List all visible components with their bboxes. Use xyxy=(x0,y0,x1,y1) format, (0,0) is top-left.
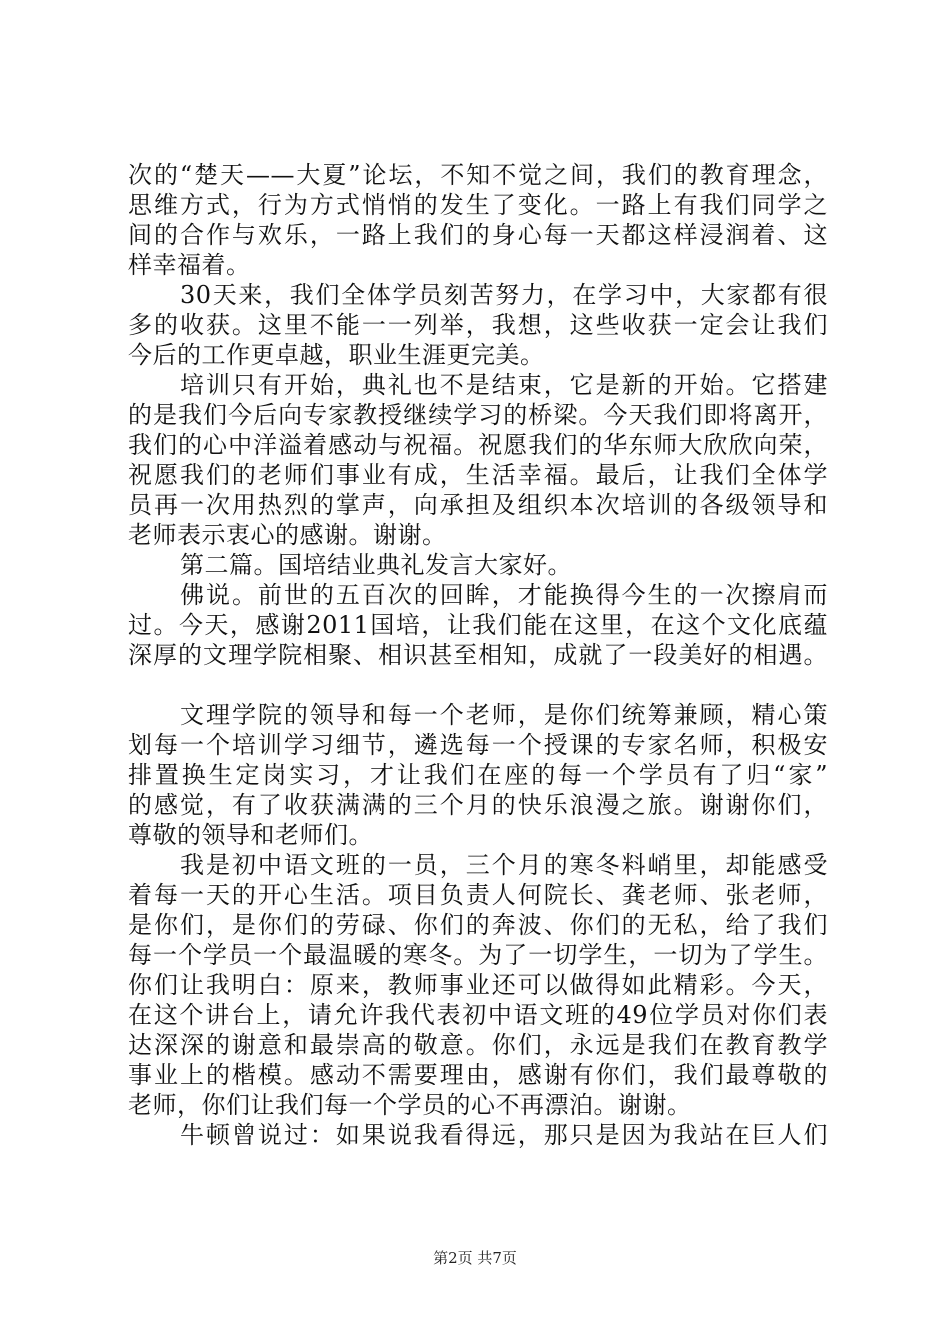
text-line: 次的“楚天——大夏”论坛，不知不觉之间，我们的教育理念， xyxy=(128,161,828,189)
paragraph-gap xyxy=(128,670,828,700)
text-line: 排置换生定岗实习，才让我们在座的每一个学员有了归“家” xyxy=(128,761,828,789)
page-number-footer: 第2页 共7页 xyxy=(433,1249,517,1267)
text-line: 牛顿曾说过：如果说我看得远，那只是因为我站在巨人们 xyxy=(180,1121,828,1149)
text-line: 老师，你们让我们每一个学员的心不再漂泊。谢谢。 xyxy=(128,1091,692,1119)
text-line: 深厚的文理学院相聚、相识甚至相知，成就了一段美好的相遇。 xyxy=(128,641,828,669)
text-line: 样幸福着。 xyxy=(128,251,251,279)
text-line: 思维方式，行为方式悄悄的发生了变化。一路上有我们同学之 xyxy=(128,191,828,219)
text-line: 祝愿我们的老师们事业有成，生活幸福。最后，让我们全体学 xyxy=(128,461,828,489)
text-line: 员再一次用热烈的掌声，向承担及组织本次培训的各级领导和 xyxy=(128,491,828,519)
text-line: 间的合作与欢乐，一路上我们的身心每一天都这样浸润着、这 xyxy=(128,221,828,249)
text-line: 达深深的谢意和最崇高的敬意。你们，永远是我们在教育教学 xyxy=(128,1031,828,1059)
text-line: 你们让我明白：原来，教师事业还可以做得如此精彩。今天， xyxy=(128,971,828,999)
text-line: 今后的工作更卓越，职业生涯更完美。 xyxy=(128,341,545,369)
document-body xyxy=(128,160,828,1150)
section-heading: 第二篇。国培结业典礼发言大家好。 xyxy=(180,551,572,579)
text-line: 着每一天的开心生活。项目负责人何院长、龚老师、张老师， xyxy=(128,881,828,909)
text-line: 培训只有开始，典礼也不是结束，它是新的开始。它搭建 xyxy=(180,371,828,399)
text-line: 30天来，我们全体学员刻苦努力，在学习中，大家都有很 xyxy=(180,281,828,309)
text-line: 多的收获。这里不能一一列举，我想，这些收获一定会让我们 xyxy=(128,311,828,339)
text-line: 我们的心中洋溢着感动与祝福。祝愿我们的华东师大欣欣向荣， xyxy=(128,431,828,459)
text-line: 过。今天，感谢2011国培，让我们能在这里，在这个文化底蕴 xyxy=(128,611,828,639)
text-line: 划每一个培训学习细节，遴选每一个授课的专家名师，积极安 xyxy=(128,731,828,759)
text-line: 事业上的楷模。感动不需要理由，感谢有你们，我们最尊敬的 xyxy=(128,1061,828,1089)
text-line: 的是我们今后向专家教授继续学习的桥梁。今天我们即将离开， xyxy=(128,401,828,429)
text-line: 的感觉，有了收获满满的三个月的快乐浪漫之旅。谢谢你们， xyxy=(128,791,828,819)
text-line: 在这个讲台上，请允许我代表初中语文班的49位学员对你们表 xyxy=(128,1001,828,1029)
text-line: 是你们，是你们的劳碌、你们的奔波、你们的无私，给了我们 xyxy=(128,911,828,939)
text-line: 每一个学员一个最温暖的寒冬。为了一切学生，一切为了学生。 xyxy=(128,941,828,969)
text-line: 我是初中语文班的一员，三个月的寒冬料峭里，却能感受 xyxy=(180,851,828,879)
text-line: 佛说。前世的五百次的回眸，才能换得今生的一次擦肩而 xyxy=(180,581,828,609)
text-line: 文理学院的领导和每一个老师，是你们统筹兼顾，精心策 xyxy=(180,701,828,729)
text-line: 尊敬的领导和老师们。 xyxy=(128,821,373,849)
text-line: 老师表示衷心的感谢。谢谢。 xyxy=(128,521,447,549)
